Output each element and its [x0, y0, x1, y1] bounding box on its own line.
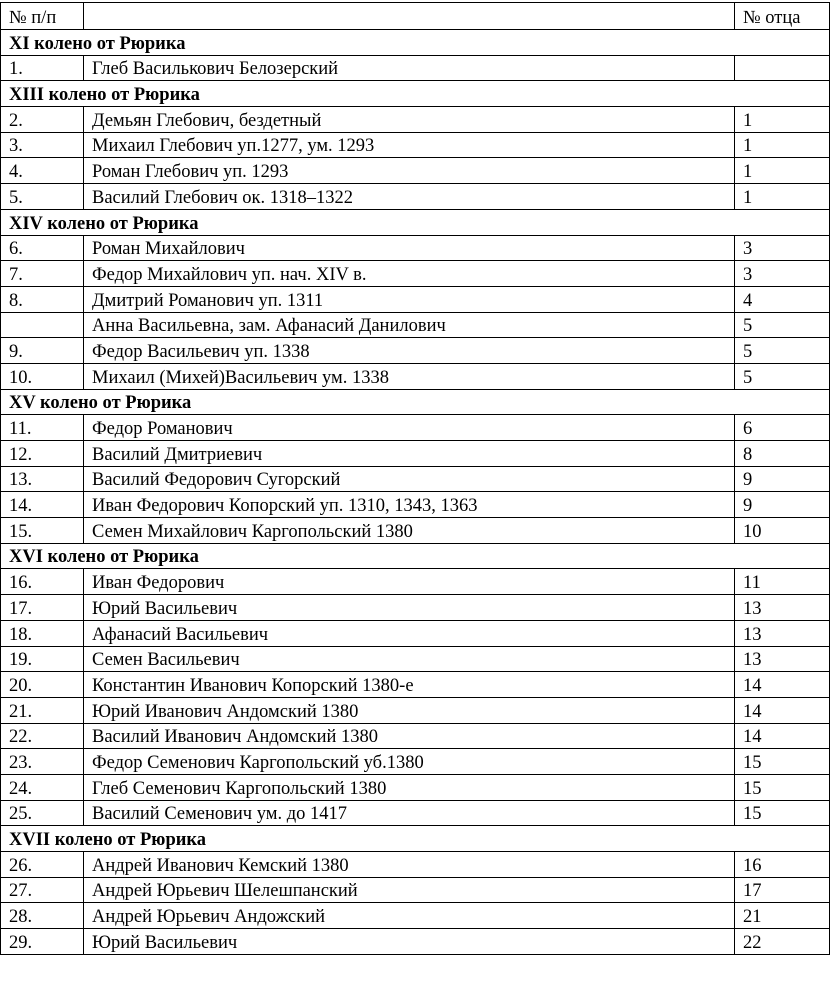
table-row: [1, 903, 830, 929]
father-number: 14: [735, 723, 830, 749]
generation-title: XI колено от Рюрика: [1, 30, 830, 56]
father-number: 16: [735, 852, 830, 878]
row-number: 17.: [1, 595, 84, 621]
father-number: 13: [735, 620, 830, 646]
row-number: 22.: [1, 723, 84, 749]
row-number: 12.: [1, 441, 84, 467]
generation-header-row: [1, 30, 830, 56]
row-number: 18.: [1, 620, 84, 646]
generation-title: XIII колено от Рюрика: [1, 81, 830, 107]
table-row: [1, 697, 830, 723]
person-name: Семен Васильевич: [84, 646, 735, 672]
row-number: 20.: [1, 672, 84, 698]
row-number: 13.: [1, 466, 84, 492]
genealogy-page: [0, 2, 829, 955]
header-father: № отца: [735, 3, 830, 30]
row-number: 28.: [1, 903, 84, 929]
row-number: 1.: [1, 55, 84, 81]
person-name: Анна Васильевна, зам. Афанасий Данилович: [84, 312, 735, 338]
generation-header-row: [1, 543, 830, 569]
row-number: 9.: [1, 338, 84, 364]
table-row: [1, 929, 830, 955]
row-number: [1, 312, 84, 338]
father-number: 15: [735, 749, 830, 775]
generation-title: XV колено от Рюрика: [1, 389, 830, 415]
person-name: Михаил (Михей)Васильевич ум. 1338: [84, 363, 735, 389]
row-number: 15.: [1, 518, 84, 544]
generation-title: XVII колено от Рюрика: [1, 826, 830, 852]
row-number: 29.: [1, 929, 84, 955]
person-name: Юрий Васильевич: [84, 929, 735, 955]
person-name: Константин Иванович Копорский 1380-е: [84, 672, 735, 698]
row-number: 3.: [1, 132, 84, 158]
father-number: 14: [735, 697, 830, 723]
table-row: [1, 620, 830, 646]
person-name: Иван Федорович Копорский уп. 1310, 1343, 1363: [84, 492, 735, 518]
father-number: 15: [735, 800, 830, 826]
father-number: [735, 55, 830, 81]
table-row: [1, 518, 830, 544]
row-number: 6.: [1, 235, 84, 261]
person-name: Василий Дмитриевич: [84, 441, 735, 467]
row-number: 5.: [1, 184, 84, 210]
person-name: Юрий Васильевич: [84, 595, 735, 621]
table-row: [1, 466, 830, 492]
father-number: 6: [735, 415, 830, 441]
father-number: 22: [735, 929, 830, 955]
table-row: [1, 286, 830, 312]
table-row: [1, 107, 830, 133]
header-name: [84, 3, 735, 30]
person-name: Андрей Иванович Кемский 1380: [84, 852, 735, 878]
genealogy-table-body: [1, 3, 830, 955]
father-number: 13: [735, 646, 830, 672]
father-number: 8: [735, 441, 830, 467]
person-name: Семен Михайлович Каргопольский 1380: [84, 518, 735, 544]
row-number: 8.: [1, 286, 84, 312]
row-number: 26.: [1, 852, 84, 878]
person-name: Федор Семенович Каргопольский уб.1380: [84, 749, 735, 775]
table-row: [1, 184, 830, 210]
father-number: 4: [735, 286, 830, 312]
row-number: 24.: [1, 774, 84, 800]
table-row: [1, 338, 830, 364]
table-row: [1, 569, 830, 595]
table-row: [1, 723, 830, 749]
father-number: 3: [735, 261, 830, 287]
row-number: 7.: [1, 261, 84, 287]
person-name: Андрей Юрьевич Андожский: [84, 903, 735, 929]
generation-header-row: [1, 389, 830, 415]
table-row: [1, 749, 830, 775]
table-row: [1, 441, 830, 467]
person-name: Андрей Юрьевич Шелешпанский: [84, 877, 735, 903]
father-number: 1: [735, 107, 830, 133]
father-number: 21: [735, 903, 830, 929]
person-name: Василий Иванович Андомский 1380: [84, 723, 735, 749]
person-name: Глеб Семенович Каргопольский 1380: [84, 774, 735, 800]
generation-header-row: [1, 209, 830, 235]
row-number: 4.: [1, 158, 84, 184]
table-row: [1, 492, 830, 518]
father-number: 3: [735, 235, 830, 261]
father-number: 14: [735, 672, 830, 698]
person-name: Михаил Глебович уп.1277, ум. 1293: [84, 132, 735, 158]
header-num: № п/п: [1, 3, 84, 30]
person-name: Василий Федорович Сугорский: [84, 466, 735, 492]
father-number: 1: [735, 158, 830, 184]
row-number: 21.: [1, 697, 84, 723]
generation-header-row: [1, 81, 830, 107]
row-number: 27.: [1, 877, 84, 903]
person-name: Иван Федорович: [84, 569, 735, 595]
father-number: 13: [735, 595, 830, 621]
person-name: Дмитрий Романович уп. 1311: [84, 286, 735, 312]
person-name: Федор Михайлович уп. нач. XIV в.: [84, 261, 735, 287]
table-row: [1, 158, 830, 184]
person-name: Роман Глебович уп. 1293: [84, 158, 735, 184]
table-row: [1, 774, 830, 800]
father-number: 5: [735, 363, 830, 389]
father-number: 5: [735, 312, 830, 338]
person-name: Василий Семенович ум. до 1417: [84, 800, 735, 826]
row-number: 10.: [1, 363, 84, 389]
row-number: 14.: [1, 492, 84, 518]
father-number: 9: [735, 492, 830, 518]
genealogy-table: [0, 2, 830, 955]
father-number: 9: [735, 466, 830, 492]
person-name: Роман Михайлович: [84, 235, 735, 261]
table-row: [1, 877, 830, 903]
father-number: 11: [735, 569, 830, 595]
table-row: [1, 363, 830, 389]
person-name: Афанасий Васильевич: [84, 620, 735, 646]
father-number: 5: [735, 338, 830, 364]
row-number: 25.: [1, 800, 84, 826]
generation-title: XIV колено от Рюрика: [1, 209, 830, 235]
father-number: 1: [735, 132, 830, 158]
father-number: 10: [735, 518, 830, 544]
table-row: [1, 55, 830, 81]
person-name: Юрий Иванович Андомский 1380: [84, 697, 735, 723]
table-row: [1, 595, 830, 621]
father-number: 1: [735, 184, 830, 210]
father-number: 15: [735, 774, 830, 800]
table-row: [1, 415, 830, 441]
table-row: [1, 312, 830, 338]
person-name: Федор Васильевич уп. 1338: [84, 338, 735, 364]
table-row: [1, 132, 830, 158]
table-row: [1, 235, 830, 261]
table-row: [1, 646, 830, 672]
row-number: 19.: [1, 646, 84, 672]
generation-title: XVI колено от Рюрика: [1, 543, 830, 569]
row-number: 16.: [1, 569, 84, 595]
table-row: [1, 800, 830, 826]
table-row: [1, 672, 830, 698]
row-number: 11.: [1, 415, 84, 441]
father-number: 17: [735, 877, 830, 903]
row-number: 2.: [1, 107, 84, 133]
person-name: Василий Глебович ок. 1318–1322: [84, 184, 735, 210]
table-header-row: [1, 3, 830, 30]
row-number: 23.: [1, 749, 84, 775]
person-name: Глеб Василькович Белозерский: [84, 55, 735, 81]
table-row: [1, 852, 830, 878]
person-name: Демьян Глебович, бездетный: [84, 107, 735, 133]
generation-header-row: [1, 826, 830, 852]
table-row: [1, 261, 830, 287]
person-name: Федор Романович: [84, 415, 735, 441]
